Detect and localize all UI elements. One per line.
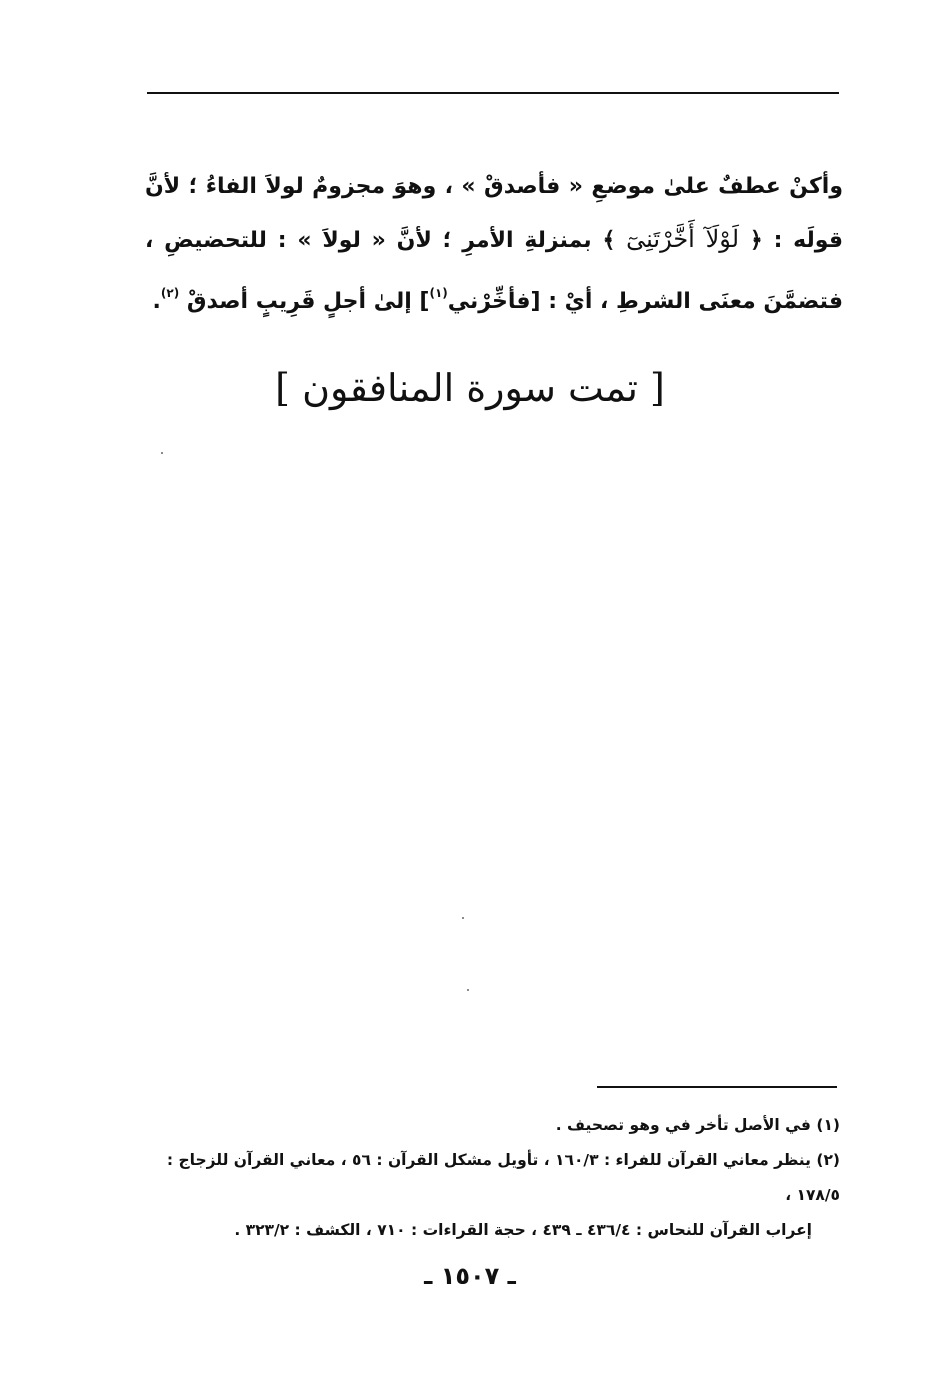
footnote-marker-1: (١) [429,286,448,300]
quran-close-bracket: ﴾ [602,228,616,253]
footnote-1: (١) في الأصل تأخر في وهو تصحيف . [555,1116,840,1134]
quran-verse: لَوْلَآ أَخَّرْتَنِىٓ [626,225,740,253]
footnote-2: (٢) ينظر معاني القرآن للفراء : ١٦٠/٣ ، تأويل مشكل القرآن : ٥٦ ، معاني القرآن للزجاج : ١٧٨/٥ ، [166,1151,840,1204]
page-number: ـ ١٥٠٧ ـ [424,1262,516,1290]
scan-speck [467,989,469,991]
header-rule [147,92,839,94]
body-line-3b: ] إلىٰ أجلٍ قَرِيبٍ أصدقْ [186,289,430,314]
scan-speck [462,917,464,919]
footnotes [130,1108,840,1248]
body-line-2: بمنزلةِ الأمرِ ؛ لأنَّ « لولاَ » : للتحضيضِ ، فتضمَّنَ معنَى [145,228,843,314]
footnote-marker-2: (٢) [160,286,180,300]
body-line-1: وأكنْ عطفٌ علىٰ موضعِ « فأصدقْ » ، وهوَ مجزومٌ لولاَ الفاءُ ؛ لأنَّ قولَه : [145,174,843,253]
body-end: . [152,289,161,314]
scan-speck [161,452,163,454]
footnote-rule [597,1086,837,1088]
main-paragraph [145,160,843,328]
surah-end-title: [ تمت سورة المنافقون ] [275,366,665,410]
footnote-2-continued: إعراب القرآن للنحاس : ٤٣٦/٤ ـ ٤٣٩ ، حجة القراءات : ٧١٠ ، الكشف : ٣٢٣/٢ . [234,1221,812,1239]
quran-open-bracket: ﴿ [749,228,763,253]
body-line-3: الشرطِ ، أيْ : [فأخِّرْني [447,289,691,314]
